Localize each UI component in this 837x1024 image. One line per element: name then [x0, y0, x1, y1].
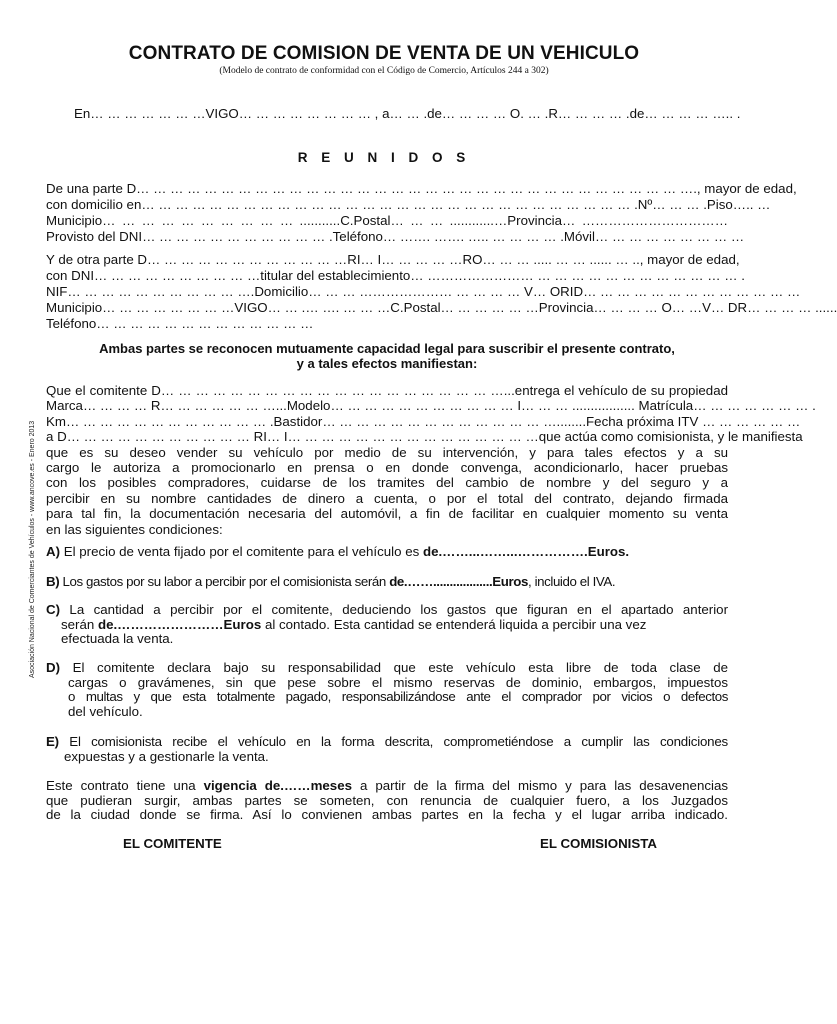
party-one-line: De una parte D… … … … … … … … … … … … … … … … … … … … … … … … … … … … … … … … …., mayor de edad, — [46, 181, 797, 196]
clause-text: , incluido el IVA. — [528, 574, 616, 589]
document-subtitle: (Modelo de contrato de conformidad con el Código de Comercio, Artículos 244 a 302) — [219, 66, 549, 76]
clause-text: El comisionista recibe el vehículo en la forma descrita, comprometiéndose a cumplir las condiciones — [58, 734, 728, 749]
declaration-line: Marca… … … … R… … … … … … …...Modelo… … … … … … … … … … … I… … … ................. Matrícula… … … … … … … . — [46, 398, 816, 414]
declaration-line: para tal fin, la documentación necesaria del automóvil, a fin de facilitar en cualquier momento su venta — [46, 506, 728, 522]
reunidos-heading: R E U N I D O S — [297, 150, 471, 165]
declaration-line: Km… … … … … … … … … … … … .Bastidor… … … … … … … … … … … … … …........Fecha próxima ITV … … … … … … — [46, 413, 801, 429]
clause-b — [46, 575, 728, 590]
declaration-block — [46, 383, 816, 537]
signature-comisionista: EL COMISIONISTA — [540, 836, 657, 851]
clause-text: La cantidad a percibir por el comitente, deduciendo los gastos que figuran en el apartado anterior — [60, 602, 728, 617]
party-two-line: NIF… … … … … … … … … … ….Domicilio… … … ………………… … … … … V… ORID… … … … … … … … … … … … … — [46, 284, 801, 299]
party-two-line: Teléfono… … … … … … … … … … … … … — [46, 316, 314, 331]
declaration-line: percibir en su nombre cantidades de dinero a cuenta, o por el total del contrato, dejando firmada — [46, 490, 728, 506]
capacity-line: y a tales efectos manifiestan: — [296, 356, 478, 371]
clause-text: El comitente declara bajo su responsabilidad que este vehículo esta libre de toda clase de — [60, 660, 728, 675]
clause-text: al contado. Esta cantidad se entenderá liquida a percibir una vez — [261, 616, 647, 632]
declaration-line: que es su deseo vender su vehículo por medio de su intervención, y para tales efectos y a su — [46, 444, 728, 460]
price-field: de.……...……...…………….Euros. — [422, 544, 630, 559]
closing-text: que pudieran surgir, ambas partes se someten, con renuncia de cualquier fuero, a los Juzgados — [46, 792, 728, 808]
clause-d — [46, 661, 728, 719]
signature-comitente: EL COMITENTE — [123, 836, 222, 851]
clause-text: Los gastos por su labor a percibir por el comisionista serán — [59, 574, 390, 589]
clause-c — [46, 603, 728, 647]
declaration-line: Que el comitente D… … … … … … … … … … … … … … … … … … … …...entrega el vehículo de su propiedad — [46, 383, 728, 398]
closing-text: de la ciudad donde se firma. Así lo convienen ambas partes en la fecha y el lugar arriba indicado. — [46, 807, 728, 822]
clause-text: o multas y que esta totalmente pagado, responsabilizándose ante el comprador por vicios o defectos — [68, 689, 728, 704]
party-one-line: con domicilio en… … … … … … … … … … … … … … … … … … … … … … … … … … … … … .Nº… … … .Piso….. … — [46, 197, 771, 212]
declaration-line: a D… … … … … … … … … … … RI… I… … … … … … … … … … … … … … …que actúa como comisionista, y le manifiesta — [46, 429, 803, 445]
fee-field: de.……..................Euros — [389, 574, 528, 589]
declaration-line: en las siguientes condiciones: — [46, 521, 223, 537]
clause-text: expuestas y a gestionarle la venta. — [64, 748, 269, 764]
clause-text: cargas o gravámenes, sin que pese sobre el mismo reservas de dominio, embargos, impuestos — [68, 674, 728, 690]
closing-text: a partir de la firma del mismo y para las desavenencias — [352, 778, 728, 793]
party-one-line: Municipio… … … … … … … … … … ...........C.Postal… … … ............…Provincia… …………………………… — [46, 213, 728, 228]
clause-text: El precio de venta fijado por el comitente para el vehículo es — [60, 544, 423, 559]
clause-letter: B) — [46, 574, 60, 589]
clause-text: serán — [61, 616, 98, 632]
document-title: CONTRATO DE COMISION DE VENTA DE UN VEHICULO — [128, 43, 640, 64]
party-one-line: Provisto del DNI… … … … … … … … … … … .Teléfono… ……. ……. ….. … … … … .Móvil… … … … … … … … … — [46, 229, 745, 244]
party-two-line: Y de otra parte D… … … … … … … … … … … …RI… I… … … … …RO… … … ..... … … ...... … .., mayor de edad, — [46, 252, 740, 267]
clause-text: efectuada la venta. — [61, 631, 174, 646]
net-amount-field: de.……………………Euros — [97, 616, 262, 632]
clause-letter: D) — [46, 660, 61, 675]
clause-letter: E) — [46, 734, 59, 749]
party-two-block — [46, 252, 837, 332]
capacity-line: Ambas partes se reconocen mutuamente capacidad legal para suscribir el presente contrato, — [99, 341, 675, 356]
clause-a — [46, 545, 728, 560]
party-two-line: con DNI… … … … … … … … … …titular del establecimiento… …………………… … … … … … … … … … … … … . — [46, 268, 745, 283]
capacity-statement — [46, 341, 728, 371]
declaration-line: cargo le autoriza a promocionarlo en prensa o en donde convenga, acondicionarlo, hacer pruebas — [46, 459, 728, 475]
clause-letter: A) — [46, 544, 61, 559]
closing-paragraph — [46, 779, 728, 823]
closing-text: Este contrato tiene una — [46, 778, 204, 793]
clause-e — [46, 735, 728, 764]
clause-text: del vehículo. — [68, 703, 143, 719]
duration-field: vigencia de.……meses — [203, 778, 352, 793]
party-two-line: Municipio… … … … … … … …VIGO… … .… …. … … …C.Postal… … … … … …Provincia… … … … O… …V… DR… … … … ...... — [46, 300, 837, 315]
declaration-line: con los posibles compradores, cuidarse de los tramites del cambio de nombre y del seguro y a — [46, 475, 728, 491]
clause-letter: C) — [46, 602, 61, 617]
place-date-line: En… … … … … … …VIGO… … … … … … … … , a… … .de… … … … O. … .R… … … … .de… … … … ….. . — [74, 106, 741, 121]
vertical-footer-text: Asociación Nacional de Comerciantes de Vehículos - www.ancove.es - Enero 2013 — [29, 420, 36, 678]
party-one-block — [46, 181, 797, 245]
